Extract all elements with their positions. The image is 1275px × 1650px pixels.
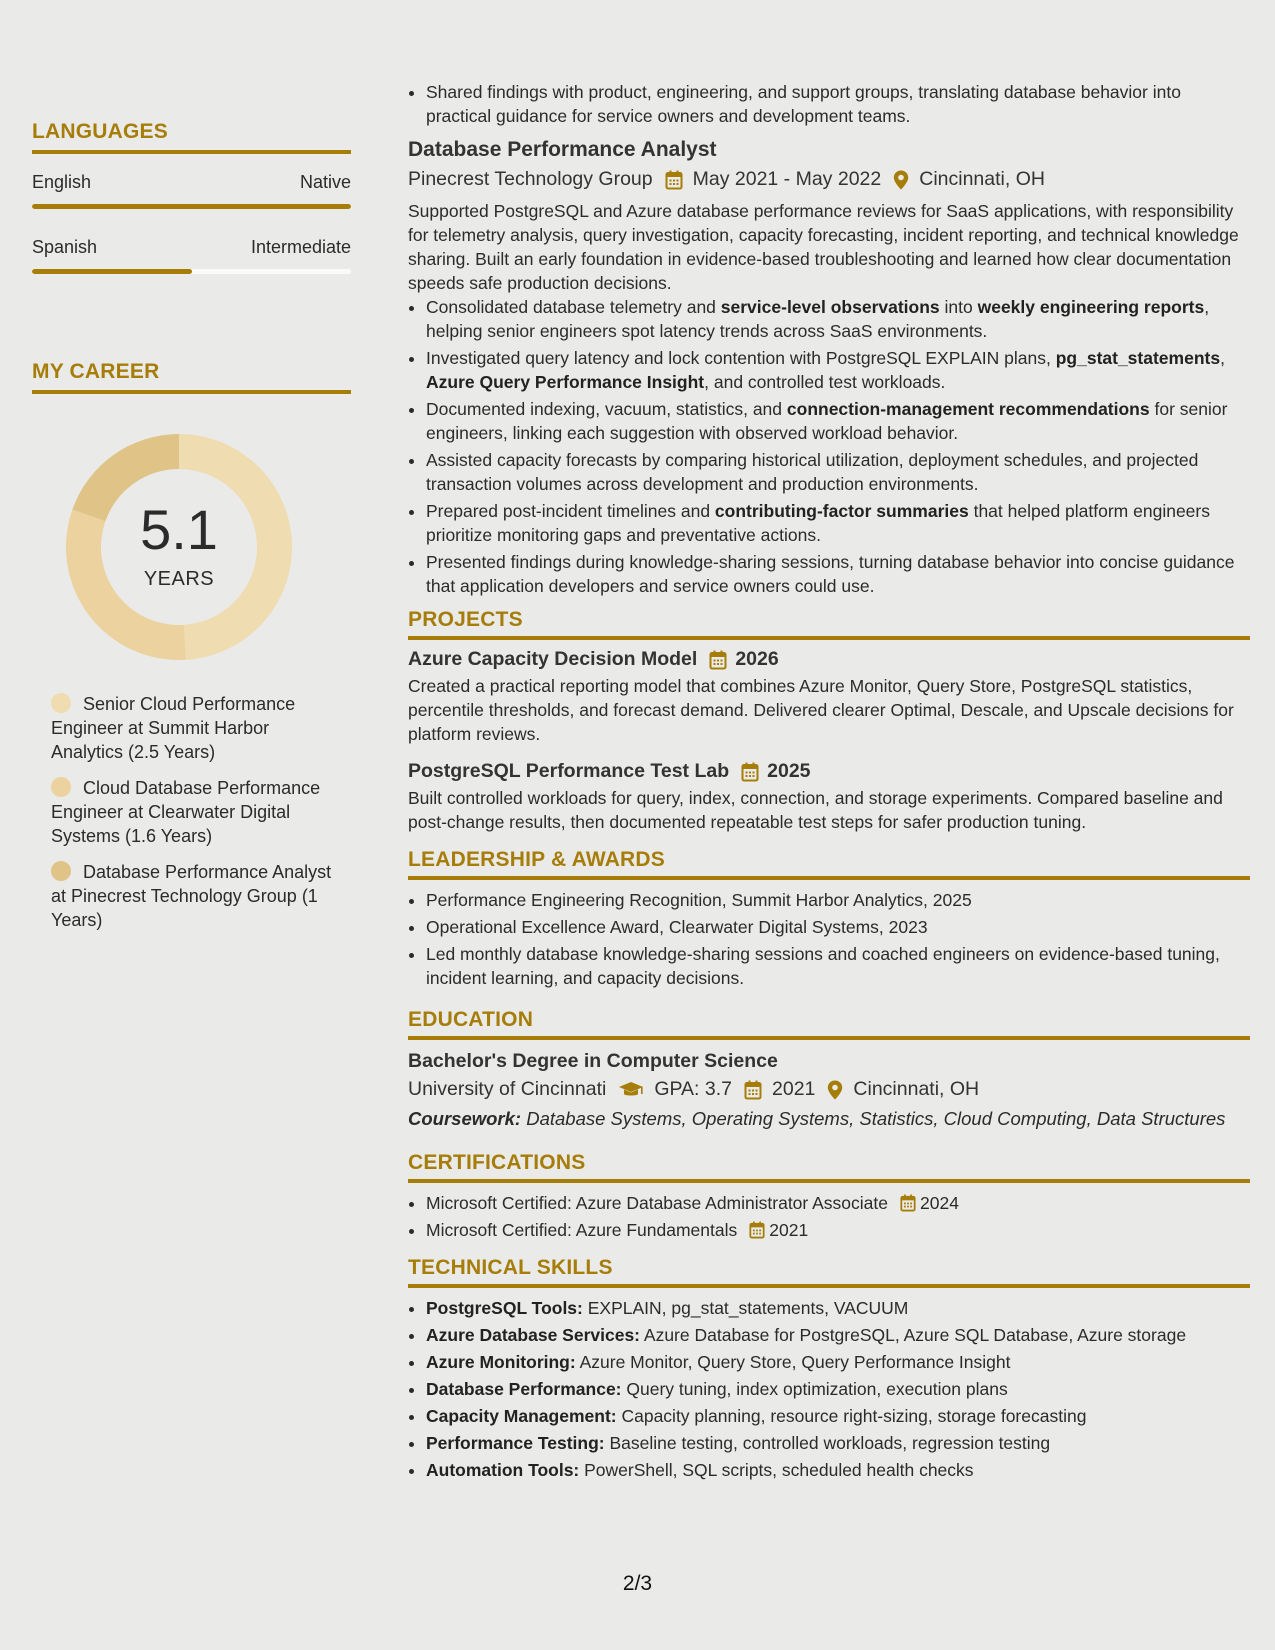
career-years-label: YEARS: [143, 568, 215, 590]
calendar-icon: [744, 1080, 762, 1100]
job-title: Database Performance Analyst: [408, 138, 717, 161]
job-meta: [408, 168, 1250, 191]
skill-item: • Azure Database Services: Azure Database for PostgreSQL, Azure SQL Database, Azure storage: [426, 1323, 1250, 1347]
skill-item: • Performance Testing: Baseline testing, controlled workloads, regression testing: [426, 1431, 1250, 1455]
leadership-heading: LEADERSHIP & AWARDS: [408, 848, 1250, 880]
page-number: 2/3: [622, 1572, 653, 1595]
legend-dot: [51, 777, 71, 797]
project-title: PostgreSQL Performance Test Lab: [408, 760, 730, 782]
leadership-item: • Operational Excellence Award, Clearwater Digital Systems, 2023: [426, 915, 1250, 939]
project-year: 2026: [735, 648, 779, 670]
graduation-cap-icon: [618, 1081, 644, 1099]
education-meta: [408, 1078, 1250, 1101]
main-content: [408, 0, 1250, 1485]
languages-section: [32, 120, 351, 274]
coursework: [408, 1107, 1250, 1131]
career-heading: MY CAREER: [32, 360, 351, 394]
education-heading: EDUCATION: [408, 1008, 1250, 1040]
calendar-icon: [900, 1194, 916, 1212]
certification-item: [426, 1218, 1250, 1242]
coursework-list: Database Systems, Operating Systems, Statistics, Cloud Computing, Data Structures: [521, 1108, 1226, 1129]
certification-name: • Microsoft Certified: Azure Fundamentals: [426, 1220, 738, 1240]
bullet-item: • Consolidated database telemetry and service-level observations into weekly engineering reports, helping senior engineers spot latency trends across SaaS environments.: [426, 295, 1250, 343]
career-donut: [66, 434, 292, 660]
legend-item: [51, 692, 341, 764]
certification-name: • Microsoft Certified: Azure Database Administrator Associate: [426, 1193, 889, 1213]
job-dates: May 2021 - May 2022: [692, 168, 882, 190]
leadership-list: [408, 888, 1250, 990]
skill-item: • Azure Monitoring: Azure Monitor, Query Store, Query Performance Insight: [426, 1350, 1250, 1374]
skills-section: [408, 1256, 1250, 1482]
career-section: [32, 360, 351, 944]
legend-dot: [51, 693, 71, 713]
skills-list: [408, 1296, 1250, 1482]
languages-heading: LANGUAGES: [32, 120, 351, 154]
location-pin-icon: [827, 1080, 843, 1100]
job-summary: Supported PostgreSQL and Azure database performance reviews for SaaS applications, with responsibility for telemetry analysis, query investigation, capacity forecasting, incident reporting, and technical knowledge sharing. Built an early foundation in evidence-based troubleshooting and learned how clear documentation speeds safe production decisions.: [408, 201, 1239, 293]
certification-year: 2024: [920, 1193, 959, 1213]
bullet-item: • Shared findings with product, engineering, and support groups, translating database behavior into practical guidance for service owners and development teams.: [426, 80, 1250, 128]
certifications-heading: CERTIFICATIONS: [408, 1151, 1250, 1183]
bullet-item: • Investigated query latency and lock contention with PostgreSQL EXPLAIN plans, pg_stat_statements, Azure Query Performance Insight, and controlled test workloads.: [426, 346, 1250, 394]
job-bullets: [408, 295, 1250, 598]
bullet-item: • Prepared post-incident timelines and contributing-factor summaries that helped platform engineers prioritize monitoring gaps and preventative actions.: [426, 499, 1250, 547]
project-item: [408, 760, 1250, 834]
career-total-years: 5.1: [140, 498, 218, 561]
skill-item: • Capacity Management: Capacity planning, resource right-sizing, storage forecasting: [426, 1404, 1250, 1428]
graduation-year: 2021: [772, 1078, 816, 1100]
leadership-section: [408, 848, 1250, 990]
previous-job-bullets: [408, 80, 1250, 128]
legend-item: [51, 776, 341, 848]
legend-item: [51, 860, 341, 932]
bullet-item: • Assisted capacity forecasts by comparing historical utilization, deployment schedules, and projected transaction volumes across development and production environments.: [426, 448, 1250, 496]
skill-item: • Automation Tools: PowerShell, SQL scripts, scheduled health checks: [426, 1458, 1250, 1482]
bullet-item: • Documented indexing, vacuum, statistics, and connection-management recommendations for senior engineers, linking each suggestion with observed workload behavior.: [426, 397, 1250, 445]
project-year: 2025: [767, 760, 811, 782]
leadership-item: • Performance Engineering Recognition, Summit Harbor Analytics, 2025: [426, 888, 1250, 912]
skills-heading: TECHNICAL SKILLS: [408, 1256, 1250, 1288]
skill-item: • PostgreSQL Tools: EXPLAIN, pg_stat_statements, VACUUM: [426, 1296, 1250, 1320]
location-pin-icon: [893, 170, 909, 190]
calendar-icon: [749, 1221, 765, 1239]
gpa: GPA: 3.7: [654, 1078, 733, 1100]
proficiency-bar: [32, 269, 351, 274]
school-location: Cincinnati, OH: [853, 1078, 980, 1100]
proficiency-bar: [32, 204, 351, 209]
proficiency-fill: [32, 204, 351, 209]
project-description: Built controlled workloads for query, index, connection, and storage experiments. Compared baseline and post-change results, then documented repeatable test steps for safer production tuning.: [408, 788, 1223, 832]
projects-section: [408, 608, 1250, 834]
job-entry: [408, 138, 1250, 598]
certification-item: [426, 1191, 1250, 1215]
job-location: Cincinnati, OH: [919, 168, 1045, 190]
project-description: Created a practical reporting model that combines Azure Monitor, Query Store, PostgreSQL statistics, percentile thresholds, and forecast demand. Delivered clearer Optimal, Descale, and Upscale decisions for platform reviews.: [408, 676, 1234, 744]
skill-item: • Database Performance: Query tuning, index optimization, execution plans: [426, 1377, 1250, 1401]
legend-label: Database Performance Analyst at Pinecrest Technology Group (1 Years): [51, 862, 332, 930]
bullet-item: • Presented findings during knowledge-sharing sessions, turning database behavior into concise guidance that application developers and service owners could use.: [426, 550, 1250, 598]
calendar-icon: [665, 170, 683, 190]
project-title: Azure Capacity Decision Model: [408, 648, 698, 670]
language-name: Spanish: [32, 237, 98, 257]
company-name: Pinecrest Technology Group: [408, 168, 653, 190]
coursework-label: Coursework:: [408, 1108, 522, 1129]
certification-year: 2021: [769, 1220, 809, 1240]
language-level: Native: [299, 172, 351, 192]
career-legend: [51, 692, 341, 932]
language-level: Intermediate: [250, 237, 351, 257]
calendar-icon: [709, 650, 727, 670]
language-name: English: [32, 172, 92, 192]
education-section: [408, 1008, 1250, 1131]
school-name: University of Cincinnati: [408, 1078, 607, 1100]
project-item: [408, 648, 1250, 746]
language-item: [32, 237, 351, 274]
certifications-section: [408, 1151, 1250, 1242]
leadership-item: • Led monthly database knowledge-sharing sessions and coached engineers on evidence-based tuning, incident learning, and capacity decisions.: [426, 942, 1250, 990]
calendar-icon: [741, 762, 759, 782]
language-item: [32, 172, 351, 209]
projects-heading: PROJECTS: [408, 608, 1250, 640]
certifications-list: [408, 1191, 1250, 1242]
legend-label: Cloud Database Performance Engineer at Clearwater Digital Systems (1.6 Years): [51, 778, 321, 846]
proficiency-fill: [32, 269, 192, 274]
degree-title: Bachelor's Degree in Computer Science: [408, 1050, 778, 1072]
legend-label: Senior Cloud Performance Engineer at Summit Harbor Analytics (2.5 Years): [51, 694, 296, 762]
legend-dot: [51, 861, 71, 881]
